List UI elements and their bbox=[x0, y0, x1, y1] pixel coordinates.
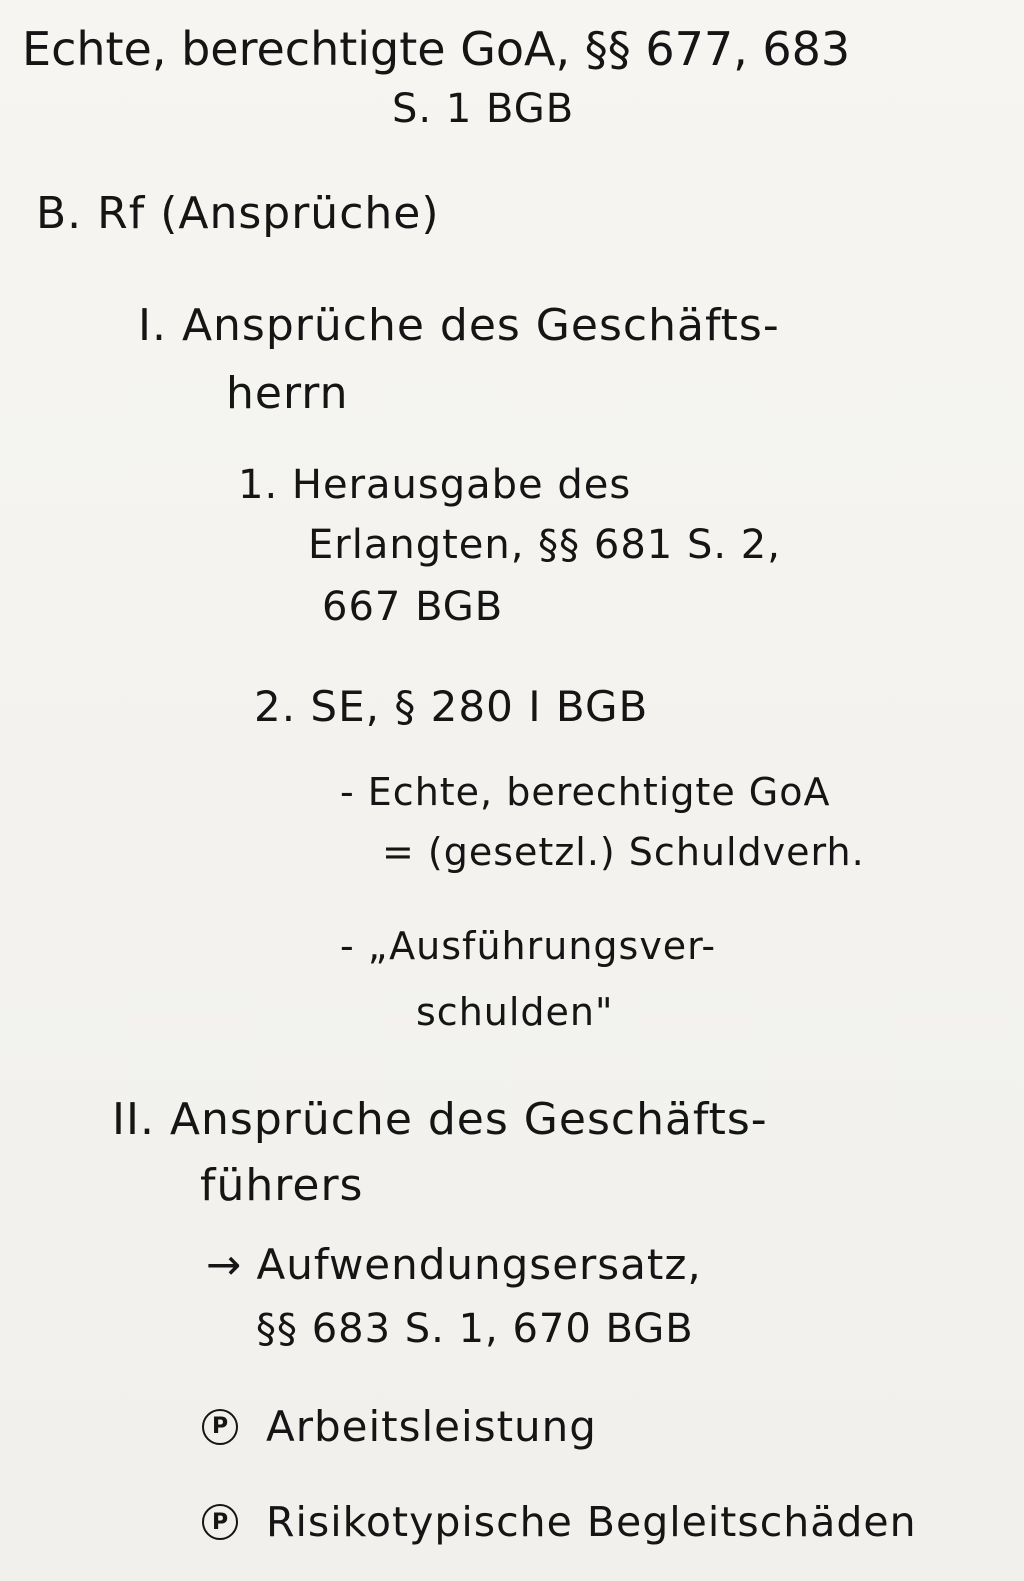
problem-item bbox=[202, 1402, 597, 1451]
claim-line-1: → Aufwendungsersatz, bbox=[206, 1240, 702, 1289]
item-2-bullet-2-line-1: - „Ausführungsver- bbox=[340, 924, 717, 968]
title-line-2: S. 1 BGB bbox=[392, 86, 575, 132]
problem-text: Risikotypische Begleitschäden bbox=[266, 1498, 917, 1546]
claim-line-2: §§ 683 S. 1, 670 BGB bbox=[256, 1306, 694, 1352]
item-2-bullet-1-line-1: - Echte, berechtigte GoA bbox=[340, 770, 831, 814]
problem-item bbox=[202, 1498, 917, 1546]
section-ii-heading-line-2: führers bbox=[200, 1160, 364, 1211]
item-1-line-1: 1. Herausgabe des bbox=[238, 462, 632, 508]
section-i-heading-line-2: herrn bbox=[226, 368, 349, 419]
section-i-heading-line-1: I. Ansprüche des Geschäfts- bbox=[138, 300, 780, 351]
item-1-line-2: Erlangten, §§ 681 S. 2, bbox=[308, 522, 781, 568]
section-ii-heading-line-1: II. Ansprüche des Geschäfts- bbox=[112, 1094, 768, 1145]
item-2-bullet-2-line-2: schulden" bbox=[416, 990, 614, 1034]
problem-text: Arbeitsleistung bbox=[266, 1402, 597, 1451]
item-1-line-3: 667 BGB bbox=[322, 584, 504, 630]
problem-marker-icon: P bbox=[202, 1504, 238, 1540]
title-line-1: Echte, berechtigte GoA, §§ 677, 683 bbox=[22, 22, 851, 76]
item-2-heading: 2. SE, § 280 I BGB bbox=[254, 682, 649, 731]
section-b-heading: B. Rf (Ansprüche) bbox=[36, 188, 440, 239]
item-2-bullet-1-line-2: = (gesetzl.) Schuldverh. bbox=[382, 830, 865, 874]
problem-marker-icon: P bbox=[202, 1409, 238, 1445]
